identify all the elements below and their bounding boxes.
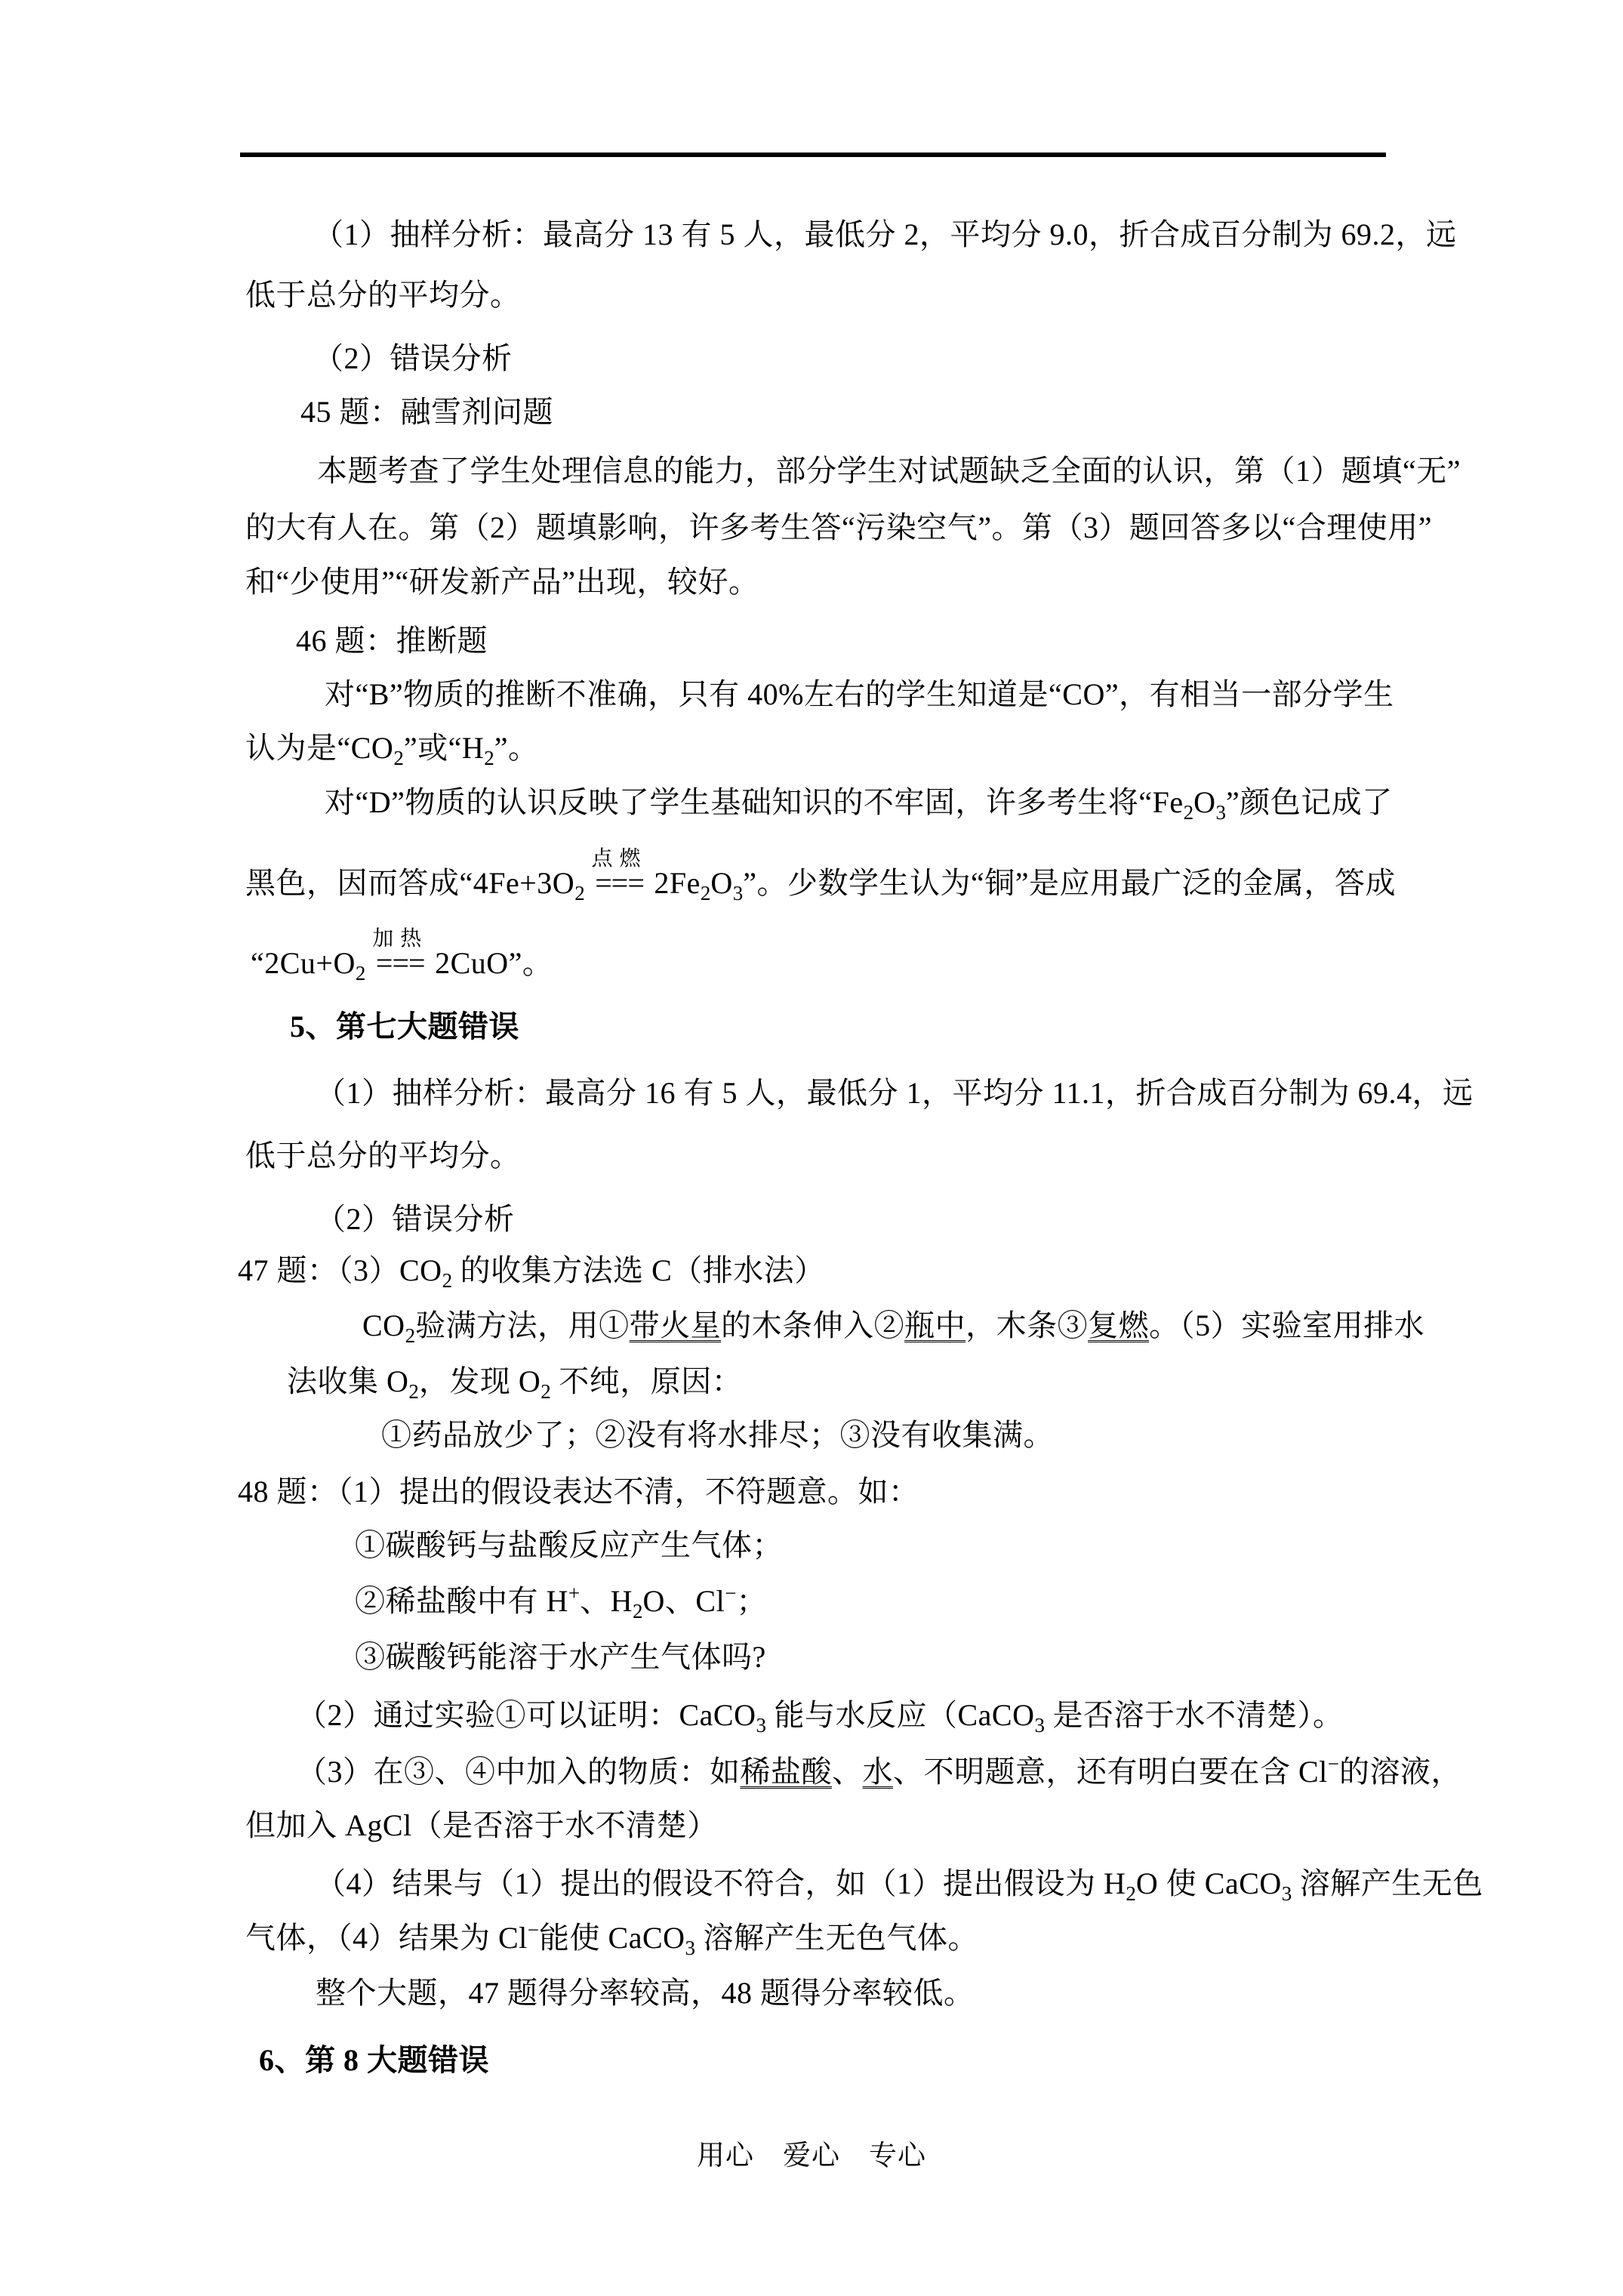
subscript: 3	[685, 1937, 696, 1959]
superscript: −	[527, 1918, 540, 1941]
underlined-text: 瓶中	[904, 1308, 966, 1342]
body-line-28: 但加入 AgCl（是否溶于水不清楚）	[245, 1808, 718, 1842]
body-line-09: 对“B”物质的推断不准确，只有 40%左右的学生知道是“CO”，有相当一部分学生	[325, 677, 1394, 711]
body-line-02: 低于总分的平均分。	[245, 278, 521, 312]
body-line-15: （1）抽样分析：最高分 16 有 5 人，最低分 1，平均分 11.1，折合成百分制为 69.4，远	[316, 1076, 1474, 1110]
body-line-31: 整个大题，47 题得分率较高，48 题得分率较低。	[316, 1976, 975, 2010]
body-line-18: 47 题：$(3)CO_2$ 的收集方法选 C（排水法）	[238, 1253, 825, 1292]
subscript: 2	[442, 1269, 453, 1292]
subscript: 2	[355, 962, 366, 985]
body-line-27: （3）在③、④中加入的物质：如稀盐酸、水、不明题意，还有明白要在含 Cl−的溶液，	[297, 1752, 1462, 1789]
subscript: 2	[540, 1380, 551, 1403]
subscript: 3	[1034, 1714, 1045, 1737]
body-line-04: 45 题：融雪剂问题	[300, 395, 553, 429]
body-line-01: （1）抽样分析：最高分 13 有 5 人，最低分 2，平均分 9.0，折合成百分制为 69.2，远	[313, 217, 1457, 251]
body-line-13-equation: “$2Cu+O_2$ 加热 === 2CuO”。	[251, 946, 553, 981]
body-line-24: ②稀盐酸中有 H+、$H_2O$、Cl−；	[355, 1582, 767, 1623]
subscript: 2	[484, 747, 494, 769]
body-line-06: 的大有人在。第（2）题填影响，许多考生答“污染空气”。第（3）题回答多以“合理使用”	[245, 510, 1433, 544]
section-heading-5: 5、第七大题错误	[290, 1009, 519, 1043]
header-rule	[240, 153, 1386, 157]
body-line-08: 46 题：推断题	[296, 624, 488, 658]
body-line-21: ①药品放少了；②没有将水排尽；③没有收集满。	[381, 1418, 1054, 1452]
page-footer: 用心 爱心 专心	[697, 2140, 926, 2171]
underlined-text: 复燃	[1088, 1308, 1150, 1342]
superscript: −	[1327, 1752, 1340, 1775]
subscript: 2	[1183, 801, 1194, 824]
reaction-equals: 点燃 ===	[593, 866, 646, 901]
body-line-22: 48 题：（1）提出的假设表达不清，不符题意。如：	[238, 1475, 919, 1509]
subscript: 2	[633, 1600, 643, 1623]
body-line-25: ③碳酸钙能溶于水产生气体吗?	[355, 1640, 766, 1674]
subscript: 2	[405, 1324, 416, 1347]
subscript: 2	[393, 747, 404, 769]
reaction-equals: 加热 ===	[374, 946, 427, 981]
subscript: 3	[732, 882, 744, 905]
section-heading-6: 6、第 8 大题错误	[259, 2043, 489, 2077]
body-line-07: 和“少使用”“研发新产品”出现，较好。	[245, 565, 759, 599]
body-line-10: 认为是“$CO_2$”或“$H_2$”。	[245, 731, 539, 769]
body-line-03: （2）错误分析	[313, 341, 513, 375]
reaction-condition-label: 加热	[372, 927, 429, 951]
subscript: 3	[1281, 1882, 1292, 1905]
body-line-23: ①碳酸钙与盐酸反应产生气体；	[355, 1528, 783, 1562]
superscript: −	[725, 1582, 737, 1604]
subscript: 3	[756, 1714, 766, 1737]
reaction-condition-label: 点燃	[591, 847, 648, 871]
body-line-19: $CO_2$验满方法，用①带火星的木条伸入②瓶中，木条③复燃。（5）实验室用排水	[362, 1308, 1425, 1347]
subscript: 2	[408, 1380, 419, 1403]
underlined-text: 稀盐酸	[740, 1755, 832, 1789]
subscript: 2	[1126, 1882, 1136, 1905]
subscript: 2	[700, 882, 711, 905]
body-line-05: 本题考查了学生处理信息的能力，部分学生对试题缺乏全面的认识，第（1）题填“无”	[317, 454, 1461, 488]
body-line-30: 气体，（4）结果为 Cl−能使 CaCO$_3$ 溶解产生无色气体。	[245, 1918, 979, 1959]
body-line-29: （4）结果与（1）提出的假设不符合，如（1）提出假设为 $H_2O$ 使 CaCO$_3$ 溶解产生无色	[316, 1866, 1483, 1905]
underlined-text: 水	[862, 1755, 893, 1789]
body-line-17: （2）错误分析	[316, 1202, 515, 1236]
body-line-16: 低于总分的平均分。	[245, 1139, 521, 1173]
subscript: 2	[574, 882, 585, 905]
subscript: 3	[1215, 801, 1227, 824]
body-line-26: （2）通过实验①可以证明：CaCO$_3$ 能与水反应（CaCO$_3$ 是否溶于水不清楚）。	[297, 1698, 1344, 1737]
body-line-12-equation: 黑色，因而答成“$4Fe+3O_2$ 点燃 === $2Fe_2O_3$”。少数学生认为“铜”是应用最广泛的金属，答成	[245, 866, 1396, 901]
body-line-20: 法收集 $O_2$，发现 $O_2$ 不纯，原因：	[287, 1364, 743, 1403]
body-line-11: 对“D”物质的认识反映了学生基础知识的不牢固，许多考生将“$Fe_2O_3$”颜色记成了	[325, 785, 1393, 824]
underlined-text: 带火星	[629, 1308, 722, 1342]
superscript: +	[568, 1582, 581, 1604]
